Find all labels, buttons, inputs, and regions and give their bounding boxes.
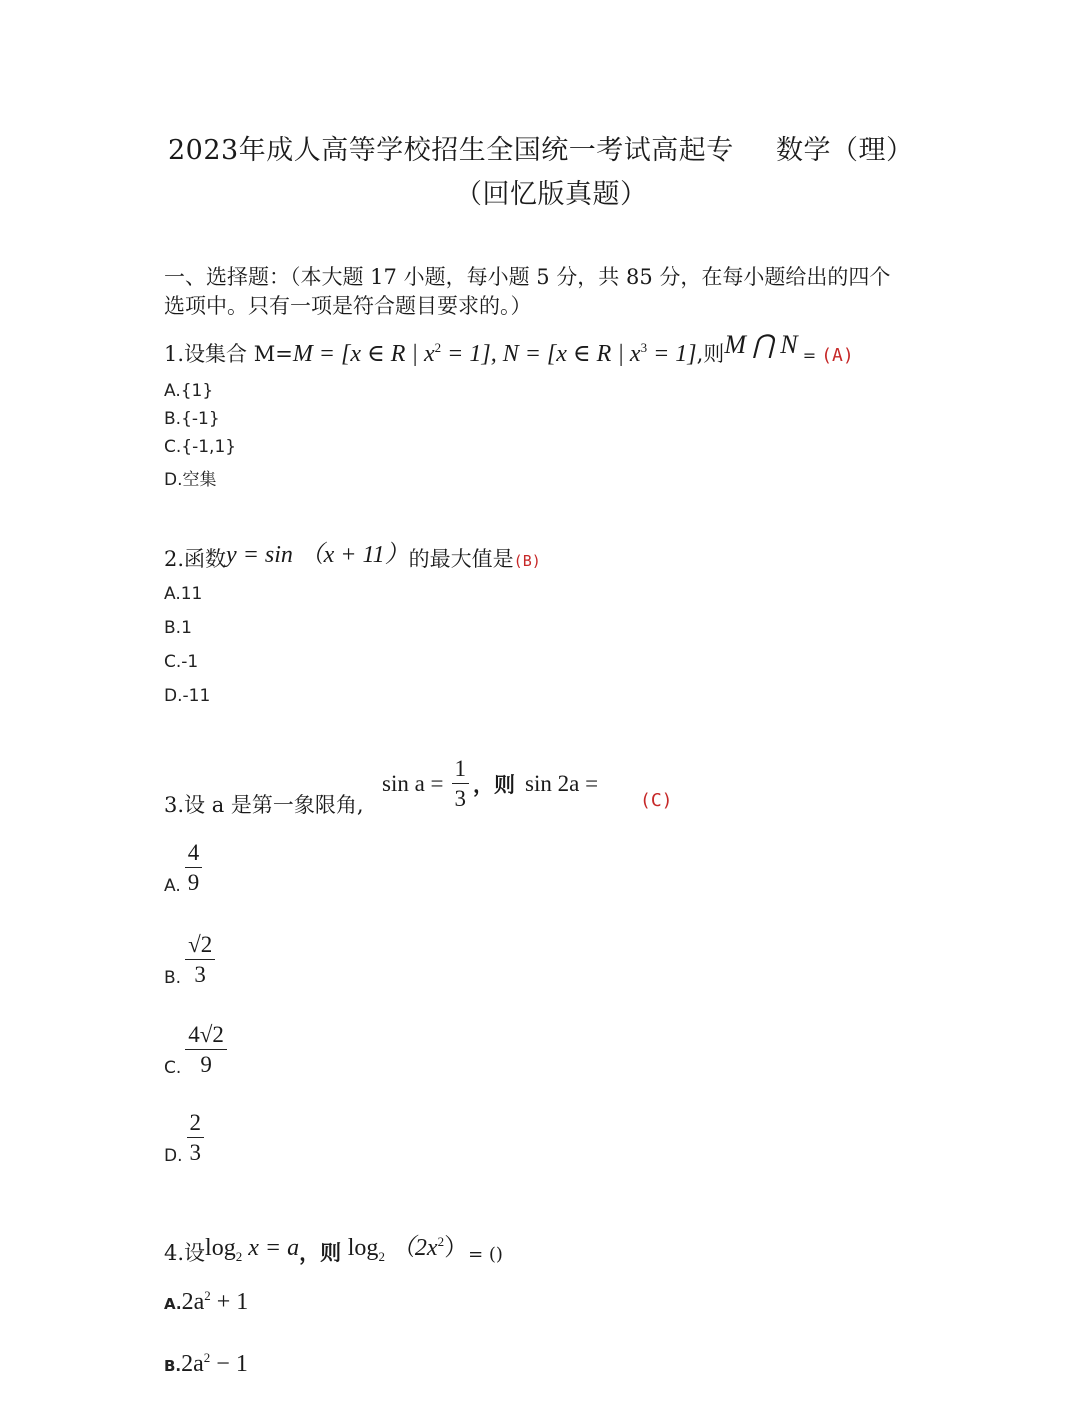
question-3-formula: sin a = $\frac{1}{3}$ ，则 sin 2a = [382, 756, 599, 812]
question-2 [164, 538, 541, 573]
question-4-formula-rhs: $\log_2 (2x^2)$ [347, 1234, 469, 1264]
question-3-option-d: D. $\frac{2}{3}$ [164, 1110, 204, 1166]
page-subtitle: （回忆版真题） [455, 179, 648, 210]
question-1-formula: M = [x ∈ R | $x^2 = 1$], N = [x ∈ R | $x^3 = 1$] [292, 340, 697, 367]
subject-title: 数学（理） [776, 135, 914, 166]
question-3-prefix: 3.设 a 是第一象限角, [164, 793, 364, 817]
page-title: 2023年成人高等学校招生全国统一考试高起专 [168, 135, 734, 166]
question-1-option-c: C.{-1,1} [164, 437, 237, 457]
question-4: 4.设$\log_2 x = a$，则 $\log_2 (2x^2)=$ () [164, 1234, 503, 1265]
question-1-prefix: 1.设集合 M= [164, 342, 293, 366]
question-2-option-d: D.-11 [164, 686, 211, 706]
question-1-intersection: M ⋂ N [724, 330, 798, 359]
question-1-option-d: D.空集 [164, 470, 217, 490]
question-3-fraction: $\frac{1}{3}$ [452, 756, 470, 812]
question-1-answer: (A) [821, 345, 854, 366]
question-2-option-b: B.1 [164, 618, 192, 638]
question-2-option-c: C.-1 [164, 652, 199, 672]
question-1-option-b: B.{-1} [164, 409, 220, 429]
section-heading-line1: 一、选择题：（本大题 17 小题，每小题 5 分，共 85 分，在每小题给出的四个 [164, 265, 891, 289]
question-4-prefix: 4.设 [164, 1241, 206, 1265]
question-1-option-a: A.{1} [164, 381, 214, 401]
question-1-then: ,则 [696, 342, 725, 366]
question-1: 1.设集合 M=M = [x ∈ R | $x^2 = 1$], N = [x ∈ R | $x^3 = 1$],则M ⋂ N = (A) [164, 330, 854, 367]
question-2-suffix: 的最大值是 [408, 547, 514, 571]
question-4-formula-lhs: $\log_2 x = a$ [205, 1235, 300, 1264]
question-3-answer: (C) [640, 790, 673, 811]
question-2-formula: y = sin [226, 542, 293, 568]
question-3-option-c: C. $\frac{4√2}{9}$ [164, 1022, 227, 1078]
section-heading-line2: 选项中。只有一项是符合题目要求的。） [164, 294, 532, 318]
question-2-option-a: A.11 [164, 584, 203, 604]
question-4-option-a: $A.2a^2 + 1$ [164, 1288, 249, 1315]
question-3-option-a: A. $\frac{4}{9}$ [164, 840, 202, 896]
question-4-option-b: $B.2a^2 - 1$ [164, 1350, 248, 1377]
question-2-answer: (B) [513, 552, 541, 570]
question-2-argument: （x + 11） [299, 542, 409, 568]
question-3-option-b: B. $\frac{√2}{3}$ [164, 932, 215, 988]
question-2-prefix: 2.函数 [164, 547, 227, 571]
